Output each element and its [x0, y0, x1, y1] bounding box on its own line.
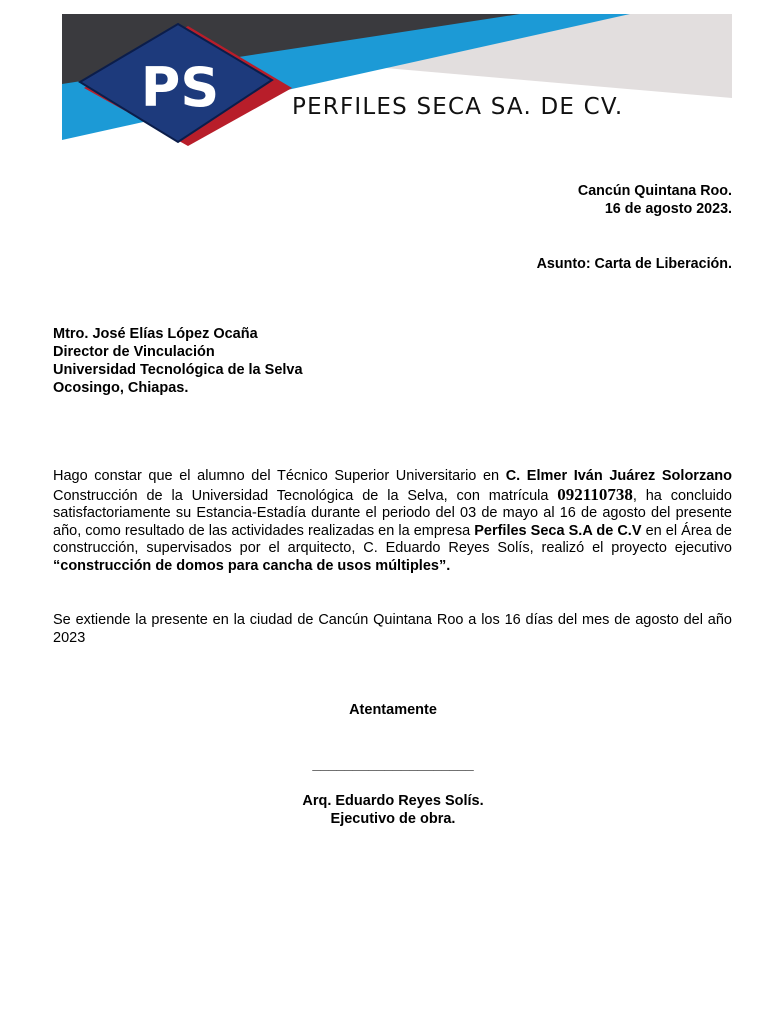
date: 16 de agosto 2023.: [604, 201, 732, 217]
body-paragraph-1: [53, 468, 732, 575]
signer-name: Arq. Eduardo Reyes Solís.: [302, 793, 484, 809]
letterhead-banner: [0, 0, 768, 150]
body-text-4: en el Área de construcción, supervisados por el arquitecto, C. Eduardo Reyes Solís, realizó el proyecto ejecutivo: [53, 522, 732, 556]
signer-title: Ejecutivo de obra.: [330, 811, 456, 827]
addressee-location: Ocosingo, Chiapas.: [53, 380, 189, 396]
logo-letters: PS: [140, 56, 220, 119]
place-date: [578, 182, 732, 218]
body-text-3: , ha concluido satisfactoriamente su Estancia-Estadía durante el periodo del 03 de mayo al 16 de agosto del presente año, como resultado de las actividades realizadas en la empresa: [53, 487, 732, 539]
body-text-1: Hago constar que el alumno del Técnico Superior Universitario en: [53, 468, 506, 484]
addressee-title: Director de Vinculación: [53, 344, 215, 360]
subject: Asunto: Carta de Liberación.: [536, 256, 732, 272]
addressee-name: Mtro. José Elías López Ocaña: [53, 326, 258, 342]
company-name: PERFILES SECA SA. DE CV.: [292, 94, 624, 120]
student-name: C. Elmer Iván Juárez Solorzano: [505, 468, 732, 484]
addressee-block: [53, 325, 303, 397]
place: Cancún Quintana Roo.: [577, 183, 732, 199]
closing: Atentamente: [349, 702, 437, 718]
company-ref: Perfiles Seca S.A de C.V: [474, 522, 642, 539]
addressee-institution: Universidad Tecnológica de la Selva: [53, 362, 303, 378]
signer-block: [0, 792, 768, 828]
letterhead: [0, 0, 768, 150]
signature-line: ____________________: [312, 757, 474, 773]
matricula: 092110738: [557, 484, 633, 504]
project-name: “construcción de domos para cancha de usos múltiples”.: [53, 557, 451, 574]
body-paragraph-2: Se extiende la presente en la ciudad de Cancún Quintana Roo a los 16 días del mes de agosto del año 2023: [53, 612, 732, 646]
body-text-2: Construcción de la Universidad Tecnológica de la Selva, con matrícula: [53, 487, 558, 504]
